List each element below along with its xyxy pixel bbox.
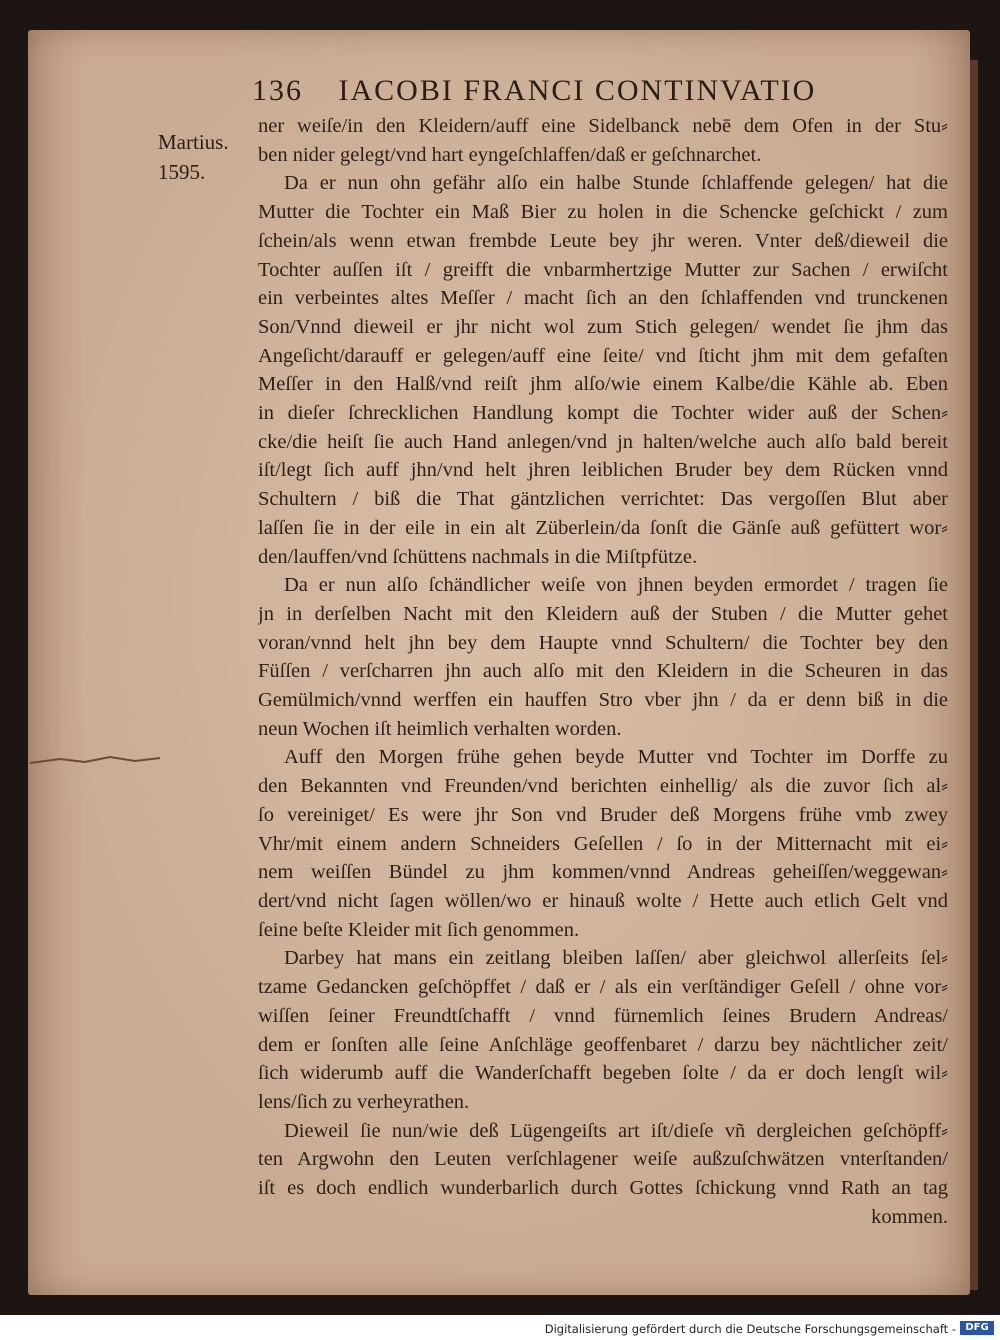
text-line: in dieſer ſchrecklichen Handlung kompt die Tochter wider auß der Schen⸗ <box>258 402 948 425</box>
text-line: Dieweil ſie nun/wie deß Lügengeiſts art iſt/dieſe vñ dergleichen geſchöpff⸗ <box>284 1119 948 1142</box>
text-line: Da er nun ohn gefähr alſo ein halbe Stunde ſchlaffende gelegen/ hat die <box>284 172 948 195</box>
text-line: den/lauffen/vnd ſchüttens nachmals in die Miſtpfütze. <box>258 545 698 568</box>
text-line: ſich widerumb auff die Wanderſchafft begeben ſolte / da er doch lengſt wil⸗ <box>258 1062 948 1085</box>
text-line: Auff den Morgen frühe gehen beyde Mutter vnd Tochter im Dorffe zu <box>284 746 948 769</box>
page-number: 136 <box>252 74 303 107</box>
text-line: dert/vnd nicht ſagen wöllen/wo er hinauß wolte / Hette auch etlich Gelt vnd <box>258 889 948 912</box>
text-line: iſt es doch endlich wunderbarlich durch Gottes ſchickung vnnd Rath an tag <box>258 1177 948 1200</box>
text-line: Darbey hat mans ein zeitlang bleiben laſſen/ aber gleichwol allerſeits ſel⸗ <box>284 947 948 970</box>
page-edge <box>970 60 978 1290</box>
text-line: Mutter die Tochter ein Maß Bier zu holen in die Schencke geſchickt / zum <box>258 201 948 224</box>
text-line: lens/ſich zu verheyrathen. <box>258 1090 470 1113</box>
text-line: cke/die heiſt ſie auch Hand anlegen/vnd jn halten/welche auch alſo bald bereit <box>258 430 948 453</box>
margin-note <box>158 127 248 187</box>
text-line: Son/Vnnd dieweil er jhr nicht wol zum Stich gelegen/ wendet ſie jhm das <box>258 315 948 338</box>
text-line: wiſſen ſeiner Freundtſchafft / vnnd fürnemlich ſeines Brudern Andreas/ <box>258 1004 948 1027</box>
text-line: Da er nun alſo ſchändlicher weiſe von jhnen beyden ermordet / tragen ſie <box>284 574 948 597</box>
text-line: voran/vnnd helt jhn bey dem Haupte vnnd Schultern/ die Tochter bey den <box>258 631 948 654</box>
footer-credit: Digitalisierung gefördert durch die Deutsche Forschungsgemeinschaft - <box>544 1322 956 1336</box>
text-line: iſt/legt ſich auff jhn/vnd helt jhren leiblichen Bruder bey dem Rücken vnnd <box>258 459 948 482</box>
text-line: ſeine beſte Kleider mit ſich genommen. <box>258 918 580 941</box>
text-line: dem er ſonſten alle ſeine Anſchläge geoffenbaret / darzu bey nächtlicher zeit/ <box>258 1033 948 1056</box>
running-header <box>252 74 892 114</box>
text-line: neun Wochen iſt heimlich verhalten worden. <box>258 717 622 740</box>
text-line: Schultern / biß die That gäntzlichen verrichtet: Das vergoſſen Blut aber <box>258 488 948 511</box>
text-line: Gemülmich/vnnd werffen ein hauffen Stro vber jhn / da er denn biß in die <box>258 689 948 712</box>
text-line: Meſſer in den Halß/vnd reiſt jhm alſo/wie einem Kalbe/die Kähle ab. Eben <box>258 373 948 396</box>
text-line: kommen. <box>871 1205 948 1228</box>
margin-year: 1595. <box>158 160 206 184</box>
text-line: ten Argwohn den Leuten verſchlagener weiſe außzuſchwätzen vnterſtanden/ <box>258 1148 948 1171</box>
margin-month: Martius. <box>158 130 229 154</box>
header-title: IACOBI FRANCI CONTINVATIO <box>338 74 817 107</box>
page-tear-mark <box>30 745 160 775</box>
text-line: ner weiſe/in den Kleidern/auff eine Sidelbanck nebē dem Ofen in der Stu⸗ <box>258 115 948 137</box>
text-line: Vhr/mit einem andern Schneiders Geſellen / ſo in der Mitternacht mit ei⸗ <box>258 832 948 855</box>
text-line: ſchein/als wenn etwan frembde Leute bey jhr weren. Vnter deß/dieweil die <box>258 229 948 252</box>
text-line: nem weiſſen Bündel zu jhm kommen/vnnd Andreas geheiſſen/weggewan⸗ <box>258 861 948 884</box>
text-line: Angeſicht/darauff er gelegen/auff eine ſeite/ vnd ſticht jhm mit dem gefaſten <box>258 344 948 367</box>
text-line: Füſſen / verſcharren jhn auch alſo mit den Kleidern in die Scheuren in das <box>258 660 948 683</box>
text-line: ſo vereiniget/ Es were jhr Son vnd Bruder deß Morgens frühe vmb zwey <box>258 803 948 826</box>
body-text <box>258 112 948 1231</box>
text-line: jn in derſelben Nacht mit den Kleidern auß der Stuben / die Mutter gehet <box>258 602 948 625</box>
text-line: laſſen ſie in der eile in ein alt Züberlein/da ſonſt die Gänſe auß gefüttert wor⸗ <box>258 516 948 539</box>
text-line: Tochter auſſen iſt / greifft die vnbarmhertzige Mutter zur Sachen / erwiſcht <box>258 258 948 281</box>
text-line: den Bekannten vnd Freunden/vnd berichten einhellig/ als die zuvor ſich al⸗ <box>258 775 948 798</box>
dfg-logo: DFG <box>960 1321 994 1335</box>
text-line: ein verbeintes altes Meſſer / macht ſich an den ſchlaffenden vnd trunckenen <box>258 287 948 310</box>
text-line: ben nider gelegt/vnd hart eyngeſchlaffen/daß er geſchnarchet. <box>258 143 762 166</box>
text-line: tzame Gedancken geſchöpffet / daß er / als ein verſtändiger Geſell / ohne vor⸗ <box>258 976 948 999</box>
